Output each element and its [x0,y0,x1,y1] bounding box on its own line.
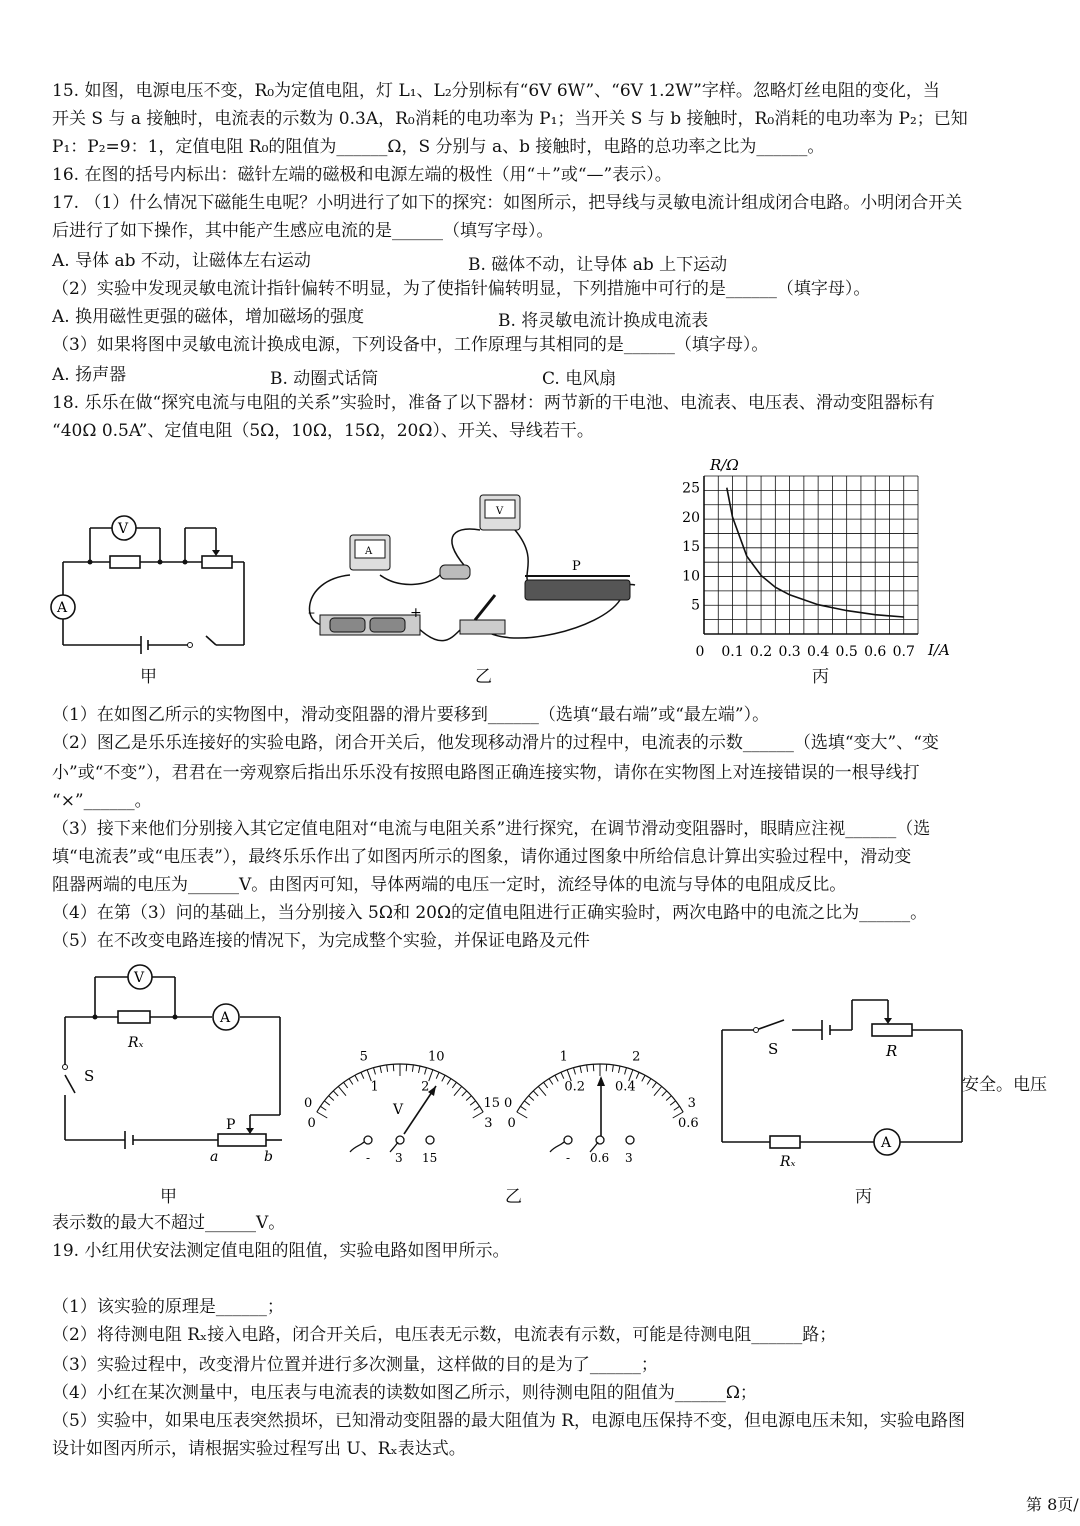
q18-part3-line1: （3）接下来他们分别接入其它定值电阻对“电流与电阻关系”进行探究，在调节滑动变阻器时，眼睛应注视______（选 [52,819,931,839]
dial-tick [674,1106,680,1110]
dial-tick [574,1068,576,1075]
q18-resistance-current-graph [682,450,970,660]
dial-tick [612,1065,613,1072]
graph-y-tick: 15 [682,539,700,556]
q18-part2-line1: （2）图乙是乐乐连接好的实验电路，闭合开关后，他发现移动滑片的过程中，电流表的示数______（选填“变大”、“变 [52,733,939,753]
dial-bottom-label: 3 [484,1116,493,1131]
a-term-0.6: 0.6 [590,1151,610,1165]
a-term-minus: - [566,1151,571,1165]
dial-tick [462,1091,467,1096]
q18-part1: （1）在如图乙所示的实物图中，滑动变阻器的滑片要移到______（选填“最右端”或“最左端”）。 [52,705,770,725]
q19-bing-switch-label: S [768,1040,779,1058]
q19-caption-bing: 丙 [855,1187,872,1207]
q19-caption-yi: 乙 [505,1187,522,1207]
q19-meters-yi [300,1030,700,1170]
dial-tick [329,1096,334,1101]
q18-caption-bing: 丙 [812,667,829,687]
dial-tick [524,1101,530,1105]
dial-tick [447,1079,451,1085]
dial-top-label: 0 [504,1096,513,1111]
q19-bing-rx-label: Rₓ [780,1154,796,1170]
q19-bing-ammeter-label: A [881,1135,892,1151]
q15-line2: 开关 S 与 a 接触时，电流表的示数为 0.3A，R₀消耗的电功率为 P₁；当开关 S 与 b 接触时，R₀消耗的电功率为 P₂；已知 [52,109,968,129]
dial-tick [333,1091,338,1096]
q18-part2-line2: 小”或“不变”），君君在一旁观察后指出乐乐没有按照电路图正确连接实物，请你在实物图上对连接错误的一根导线打 [52,763,920,783]
dial-tick [533,1091,538,1096]
q18-physical-circuit-yi [300,480,650,660]
dial-tick [642,1075,645,1081]
dial-top-label: 2 [632,1049,641,1065]
q17-option-b1: B. 磁体不动，让导体 ab 上下运动 [468,255,728,275]
q19-part3: （3）实验过程中，改变滑片位置并进行多次测量，这样做的目的是为了______； [52,1355,658,1375]
dial-tick [436,1072,439,1078]
dial-tick [517,1112,527,1118]
dial-bottom-label: 1 [370,1079,379,1095]
physical-voltmeter-label: V [496,506,504,517]
q17-option-c3: C. 电风扇 [542,369,617,389]
dial-tick [324,1101,330,1105]
dial-tick [355,1075,358,1081]
q17-option-a1: A. 导体 ab 不动，让磁体左右运动 [52,251,311,271]
dial-tick [561,1072,564,1078]
q19-part5-line1: （5）实验中，如果电压表突然损坏，已知滑动变阻器的最大阻值为 R，电源电压保持不变，但电源电压未知，实验电路图 [52,1411,966,1431]
dial-tick [580,1066,581,1073]
dial-tick [625,1068,627,1075]
dial-tick [474,1106,480,1110]
q19-bing-rheostat-label: R [886,1042,898,1060]
dial-tick [619,1066,620,1073]
q18-caption-jia: 甲 [140,667,157,687]
dial-tick [555,1075,558,1081]
dial-tick [374,1068,376,1075]
dial-tick [654,1086,662,1095]
q18-circuit-diagram-jia [48,510,258,660]
q18-part2-line3: “×”______。 [52,791,152,811]
q18-part5: （5）在不改变电路连接的情况下，为完成整个实验，并保证电路及元件 [52,931,590,951]
q17-part2: （2）实验中发现灵敏电流计指针偏转不明显，为了使指针偏转明显，下列措施中可行的是______（填字母）。 [52,279,871,299]
q17-part3: （3）如果将图中灵敏电流计换成电源，下列设备中，工作原理与其相同的是______（填字母）。 [52,335,769,355]
q17-option-a3: A. 扬声器 [52,365,127,385]
rheostat-slider-label: P [572,559,581,574]
voltmeter-dial [304,1049,500,1131]
dial-tick [454,1086,462,1095]
q19-part4: （4）小红在某次测量中，电压表与电流表的读数如图乙所示，则待测电阻的阻值为______Ω； [52,1383,757,1403]
q15-line3: P₁：P₂=9：1，定值电阻 R₀的阻值为______Ω，S 分别与 a、b 接触时，电路的总功率之比为______。 [52,137,825,157]
dial-tick [320,1106,326,1110]
graph-x-tick: 0.5 [835,644,858,660]
q17-option-a2: A. 换用磁性更强的磁体，增加磁场的强度 [52,307,365,327]
a-term-3: 3 [625,1151,633,1165]
dial-tick [647,1079,651,1085]
dial-bottom-label: 2 [421,1079,430,1095]
dial-bottom-label: 0.6 [677,1116,699,1131]
q19-circuit-diagram-jia [50,955,290,1165]
q17-option-b2: B. 将灵敏电流计换成电流表 [498,311,709,331]
battery-minus-label: – [308,605,315,621]
dial-tick [317,1112,327,1118]
dial-tick [412,1065,413,1072]
graph-x-tick: 0.3 [778,644,801,660]
q18-line2: “40Ω 0.5A”、定值电阻（5Ω，10Ω，15Ω，20Ω）、开关、导线若干。 [52,421,594,441]
graph-x-tick: 0.1 [721,644,744,660]
page-number: 第 8页/ [1026,1495,1079,1514]
dial-tick [338,1086,346,1095]
graph-x-tick: 0.6 [864,644,887,660]
dial-tick [380,1066,381,1073]
q18-part5-continued: 安全。电压 [962,1075,1047,1095]
ammeter-symbol-label: A [57,600,68,616]
q17-option-b3: B. 动圈式话筒 [270,369,379,389]
graph-y-tick: 10 [682,568,700,585]
dial-bottom-label: 0 [307,1116,316,1131]
dial-tick [549,1079,553,1085]
q19-caption-jia: 甲 [160,1187,177,1207]
q17-line1: 17. （1）什么情况下磁能生电呢？小明进行了如下的探究：如图所示，把导线与灵敏电流计组成闭合电路。小明闭合开关 [52,193,963,213]
graph-x-tick: 0.4 [807,644,830,660]
q18-part5-end: 表示数的最大不超过______V。 [52,1213,286,1233]
graph-y-axis-label: R/Ω [710,456,739,474]
graph-y-tick: 5 [691,597,700,614]
dial-top-label: 3 [687,1096,696,1111]
dial-top-label: 5 [359,1049,368,1065]
dial-bottom-label: 0.4 [614,1079,636,1095]
graph-y-tick: 25 [682,480,700,497]
dial-tick [349,1079,353,1085]
dial-top-label: 15 [483,1096,501,1111]
dial-bottom-label: 0.2 [564,1079,586,1095]
q19-jia-switch-label: S [84,1067,95,1085]
voltmeter-symbol-label: V [118,521,129,537]
graph-x-tick: 0.7 [892,644,915,660]
q19-jia-voltmeter-label: V [134,970,145,986]
v-term-3: 3 [395,1151,403,1165]
q16-line1: 16. 在图的括号内标出：磁针左端的磁极和电源左端的极性（用“＋”或“—”表示）。 [52,165,672,185]
graph-x-tick: 0 [695,644,705,660]
q17-line2: 后进行了如下操作，其中能产生感应电流的是______（填写字母）。 [52,221,554,241]
graph-inverse-curve [727,488,904,617]
dial-tick [361,1072,364,1078]
q19-part5-line2: 设计如图丙所示，请根据实验过程写出 U、Rₓ表达式。 [52,1439,466,1459]
q19-line1: 19. 小红用伏安法测定值电阻的阻值，实验电路如图甲所示。 [52,1241,510,1261]
dial-top-label: 0 [304,1096,313,1111]
graph-x-axis-label: I/A [928,641,950,659]
dial-tick [587,1065,588,1072]
dial-top-label: 10 [427,1049,445,1065]
dial-tick [344,1082,348,1088]
dial-tick [470,1101,476,1105]
physical-ammeter-label: A [365,546,373,557]
dial-tick [387,1065,388,1072]
q19-jia-rx-label: Rₓ [128,1035,144,1051]
q18-part3-line3: 阻器两端的电压为______V。由图丙可知，导体两端的电压一定时，流经导体的电流与导体的电阻成反比。 [52,875,847,895]
dial-tick [425,1068,427,1075]
dial-tick [452,1082,456,1088]
dial-tick [520,1106,526,1110]
q19-part2: （2）将待测电阻 Rₓ接入电路，闭合开关后，电压表无示数，电流表有示数，可能是待测电阻______路； [52,1325,837,1345]
v-term-minus: - [366,1151,371,1165]
graph-x-tick: 0.2 [749,644,773,660]
q19-jia-terminal-b: b [264,1149,273,1165]
dial-tick [442,1075,445,1081]
q15-line1: 15. 如图，电源电压不变，R₀为定值电阻，灯 L₁、L₂分别标有“6V 6W”、“6V 1.2W”字样。忽略灯丝电阻的变化，当 [52,81,940,101]
q18-part4: （4）在第（3）问的基础上，当分别接入 5Ω和 20Ω的定值电阻进行正确实验时，两次电路中的电流之比为______。 [52,903,928,923]
dial-tick [544,1082,548,1088]
q19-jia-terminal-a: a [210,1149,219,1165]
q19-jia-slider-label: P [226,1117,236,1133]
dial-tick [473,1112,483,1118]
dial-bottom-label: 0 [507,1116,516,1131]
dial-tick [652,1082,656,1088]
dial-tick [636,1072,639,1078]
q19-voltmeter-unit: V [393,1102,404,1118]
dial-tick [670,1101,676,1105]
dial-tick [538,1086,546,1095]
q18-part3-line2: 填“电流表”或“电压表”），最终乐乐作出了如图丙所示的图象，请你通过图象中所给信息计算出实验过程中，滑动变 [52,847,912,867]
dial-tick [666,1096,671,1101]
q19-circuit-diagram-bing [712,990,972,1170]
q18-caption-yi: 乙 [475,667,492,687]
dial-tick [662,1091,667,1096]
dial-tick [466,1096,471,1101]
graph-y-tick: 20 [682,509,700,526]
dial-tick [419,1066,420,1073]
q19-jia-ammeter-label: A [220,1010,231,1026]
q19-part1: （1）该实验的原理是______； [52,1297,284,1317]
v-term-15: 15 [422,1151,438,1165]
dial-tick [529,1096,534,1101]
q18-line1: 18. 乐乐在做“探究电流与电阻的关系”实验时，准备了以下器材：两节新的干电池、电流表、电压表、滑动变阻器标有 [52,393,935,413]
dial-top-label: 1 [559,1049,568,1065]
battery-plus-label: + [410,605,422,621]
